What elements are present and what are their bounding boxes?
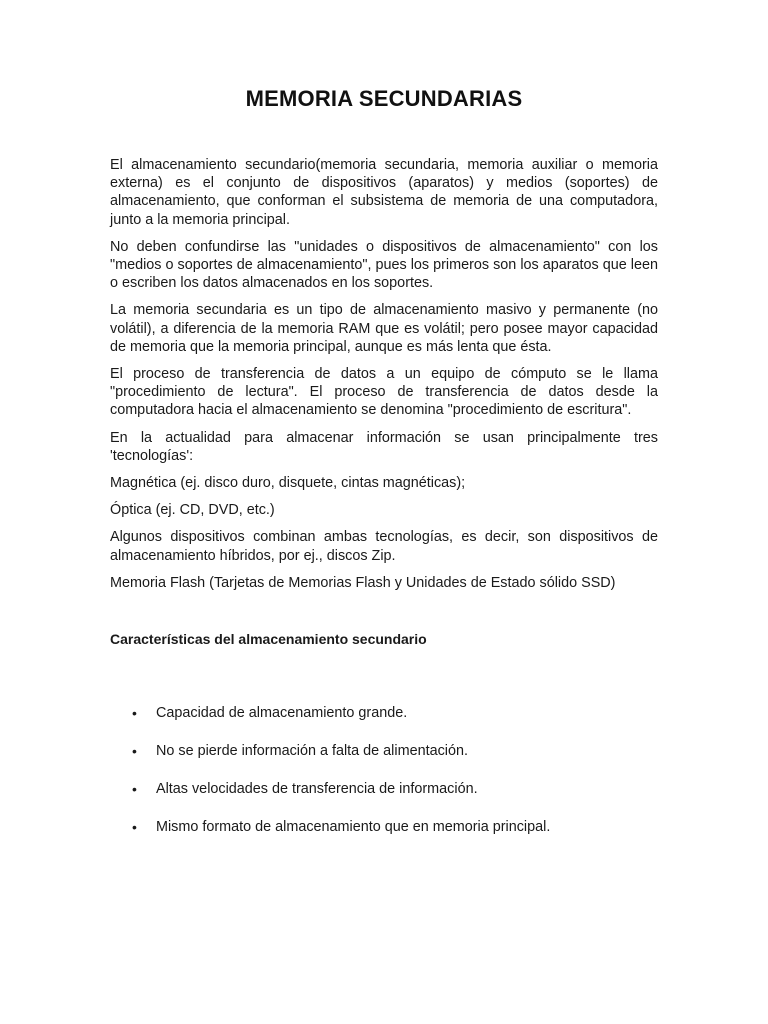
bullet-icon: • <box>132 743 137 760</box>
section-heading: Características del almacenamiento secundario <box>110 631 427 648</box>
paragraph-non-volatile: La memoria secundaria es un tipo de almacenamiento masivo y permanente (no volátil), a diferencia de la memoria RAM que es volátil; pero posee mayor capacidad de memoria que la memoria principal, aunque es más lenta que ésta. <box>110 302 658 355</box>
paragraph-hybrid: Algunos dispositivos combinan ambas tecnologías, es decir, son dispositivos de almacenamiento híbridos, por ej., discos Zip. <box>110 529 658 564</box>
list-item <box>110 780 658 798</box>
list-item <box>110 742 658 760</box>
list-item <box>110 818 658 836</box>
bullet-icon: • <box>132 705 137 722</box>
paragraph-devices-vs-media: No deben confundirse las "unidades o dispositivos de almacenamiento" con los "medios o soportes de almacenamiento", pues los primeros son los aparatos que leen o escriben los datos almacenados en los soportes. <box>110 238 658 292</box>
feature-list <box>110 704 658 836</box>
paragraph-read-write: El proceso de transferencia de datos a un equipo de cómputo se le llama "procedimiento de lectura". El proceso de transferencia de datos desde la computadora hacia el almacenamiento se denomina "procedimiento de escritura". <box>110 366 658 419</box>
list-item-text: Mismo formato de almacenamiento que en memoria principal. <box>156 819 551 836</box>
page-title: MEMORIA SECUNDARIAS <box>245 86 523 111</box>
bullet-icon: • <box>132 819 137 836</box>
paragraph-optical: Óptica (ej. CD, DVD, etc.) <box>110 502 275 519</box>
document-page <box>110 84 658 856</box>
paragraph-flash: Memoria Flash (Tarjetas de Memorias Flash y Unidades de Estado sólido SSD) <box>110 574 616 591</box>
paragraph-magnetic: Magnética (ej. disco duro, disquete, cintas magnéticas); <box>110 475 466 492</box>
paragraph-technologies: En la actualidad para almacenar información se usan principalmente tres 'tecnologías': <box>110 429 658 464</box>
list-item <box>110 704 658 722</box>
list-item-text: Altas velocidades de transferencia de información. <box>156 781 478 798</box>
list-item-text: No se pierde información a falta de alimentación. <box>156 743 468 760</box>
paragraph-definition: El almacenamiento secundario(memoria secundaria, memoria auxiliar o memoria externa) es el conjunto de dispositivos (aparatos) y medios (soportes) de almacenamiento, que conforman el subsistema de memoria de una computadora, junto a la memoria principal. <box>110 157 658 228</box>
list-item-text: Capacidad de almacenamiento grande. <box>156 705 408 722</box>
bullet-icon: • <box>132 781 137 798</box>
